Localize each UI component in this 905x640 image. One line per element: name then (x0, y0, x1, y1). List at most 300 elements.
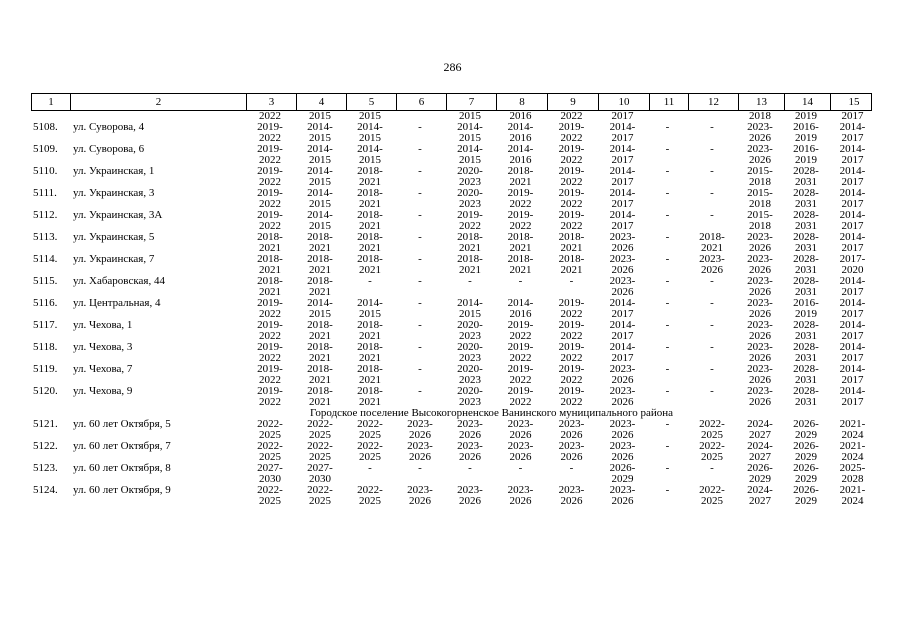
year-cell: 2017 (841, 309, 864, 320)
header-cell: 2 (70, 94, 246, 110)
year-cell: 2027- (307, 463, 333, 474)
year-cell: 2014- (307, 166, 333, 177)
address-cell (69, 375, 245, 386)
year-cell (687, 331, 737, 342)
year-cell: 2014- (507, 298, 534, 309)
row-number: 5115. (33, 276, 58, 287)
address-cell: ул. Центральная, 4 (73, 298, 161, 309)
year-cell: 2026- (747, 463, 773, 474)
year-cell: 2018 (749, 111, 771, 122)
year-cell: 2017 (611, 177, 634, 188)
table-row (31, 166, 872, 177)
year-cell: 2023- (407, 485, 433, 496)
year-cell: 2021 (359, 199, 381, 210)
year-cell: 2022 (259, 221, 281, 232)
address-cell: ул. 60 лет Октября, 9 (73, 485, 171, 496)
address-cell: ул. Украинская, 3 (73, 188, 155, 199)
year-cell (648, 199, 687, 210)
year-cell: 2023- (609, 419, 636, 430)
year-cell: 2020- (457, 386, 483, 397)
table-row (31, 463, 872, 474)
year-cell: 2023- (457, 441, 483, 452)
year-cell: 2024 (841, 452, 864, 463)
year-cell: 2021 (560, 265, 583, 276)
year-cell: 2015 (309, 133, 331, 144)
year-cell: 2015 (459, 111, 481, 122)
year-cell (687, 221, 737, 232)
year-cell: 2019- (257, 122, 283, 133)
year-cell: 2021 (560, 243, 583, 254)
year-cell: 2015 (309, 111, 331, 122)
address-cell: ул. Чехова, 9 (73, 386, 133, 397)
year-cell: 2026 (749, 331, 771, 342)
year-cell: 2023- (558, 441, 585, 452)
row-number (31, 221, 69, 232)
year-cell: - (418, 276, 422, 287)
year-cell: 2022 (560, 133, 583, 144)
year-cell: 2015 (309, 177, 331, 188)
year-cell (648, 452, 687, 463)
year-cell: 2019- (257, 188, 283, 199)
row-number: 5111. (33, 188, 57, 199)
table-row (31, 265, 872, 276)
year-cell: - (710, 210, 714, 221)
year-cell: 2030 (309, 474, 331, 485)
year-cell: 2017 (841, 155, 864, 166)
year-cell: 2019- (257, 210, 283, 221)
year-cell: 2022- (699, 485, 725, 496)
row-number: 5110. (33, 166, 58, 177)
year-cell: 2029 (795, 452, 817, 463)
year-cell (687, 474, 737, 485)
year-cell: 2022 (509, 331, 532, 342)
year-cell: 2022 (259, 331, 281, 342)
year-cell: 2025 (309, 452, 331, 463)
year-cell: 2022 (259, 309, 281, 320)
year-cell: 2028- (793, 232, 819, 243)
row-number (31, 331, 69, 342)
year-cell: 2026 (509, 496, 532, 507)
year-cell: 2026 (409, 430, 431, 441)
address-cell (69, 452, 245, 463)
year-cell: 2014- (357, 122, 383, 133)
year-cell: 2031 (795, 331, 817, 342)
year-cell: 2021 (309, 243, 331, 254)
year-cell (345, 474, 395, 485)
row-number (31, 474, 69, 485)
year-cell: 2021 (309, 375, 331, 386)
year-cell: 2021 (459, 243, 481, 254)
year-cell: 2018- (307, 364, 333, 375)
year-cell: 2014- (609, 122, 636, 133)
year-cell: - (710, 364, 714, 375)
row-number (31, 111, 69, 122)
year-cell: 2015- (747, 210, 773, 221)
year-cell (395, 353, 445, 364)
year-cell: - (418, 122, 422, 133)
year-cell: 2026 (509, 430, 532, 441)
year-cell: 2025 (359, 496, 381, 507)
year-cell: 2023- (558, 419, 585, 430)
year-cell: 2022 (560, 199, 583, 210)
header-cell: 14 (784, 94, 830, 110)
year-cell: 2016 (509, 111, 532, 122)
year-cell: 2014- (609, 320, 636, 331)
year-cell: 2019- (558, 144, 585, 155)
year-cell (395, 331, 445, 342)
year-cell: 2014- (457, 122, 483, 133)
year-cell: 2014- (839, 386, 866, 397)
year-cell: - (665, 463, 670, 474)
year-cell (648, 155, 687, 166)
year-cell: 2021 (359, 331, 381, 342)
header-cell: 5 (346, 94, 396, 110)
year-cell: 2018- (558, 254, 585, 265)
year-cell: 2021 (259, 287, 281, 298)
year-cell: 2018- (357, 166, 383, 177)
year-cell: 2023- (747, 386, 773, 397)
year-cell: 2026 (560, 452, 583, 463)
year-cell: 2014- (507, 144, 534, 155)
year-cell: 2021 (359, 265, 381, 276)
year-cell: 2014- (839, 342, 866, 353)
year-cell: 2021 (309, 353, 331, 364)
row-number: 5123. (33, 463, 58, 474)
address-cell: ул. Чехова, 7 (73, 364, 133, 375)
table-row (31, 155, 872, 166)
year-cell (395, 199, 445, 210)
year-cell: 2014- (307, 144, 333, 155)
header-cell: 11 (649, 94, 688, 110)
year-cell: 2022 (509, 353, 532, 364)
year-cell: - (665, 166, 670, 177)
year-cell: 2022- (307, 419, 333, 430)
year-cell: 2014- (609, 342, 636, 353)
table-row (31, 452, 872, 463)
year-cell: 2016- (793, 122, 819, 133)
year-cell: 2023- (699, 254, 725, 265)
year-cell: 2022- (257, 419, 283, 430)
year-cell: - (418, 166, 422, 177)
year-cell: 2025 (309, 430, 331, 441)
year-cell: 2022- (357, 441, 383, 452)
year-cell: - (710, 122, 714, 133)
year-cell (648, 375, 687, 386)
year-cell: 2026- (793, 463, 819, 474)
year-cell: 2026 (409, 496, 431, 507)
year-cell: 2023 (459, 177, 481, 188)
year-cell: - (710, 386, 714, 397)
year-cell: 2023- (747, 320, 773, 331)
year-cell: 2022 (259, 111, 281, 122)
year-cell: 2031 (795, 177, 817, 188)
year-cell: 2028- (793, 188, 819, 199)
year-cell: 2029 (795, 474, 817, 485)
year-cell: 2017 (611, 309, 634, 320)
year-cell: 2028- (793, 276, 819, 287)
year-cell: 2023- (609, 232, 636, 243)
year-cell: - (468, 463, 472, 474)
year-cell: 2018- (457, 232, 483, 243)
year-cell: 2018- (357, 364, 383, 375)
year-cell: 2023- (747, 342, 773, 353)
year-cell: 2018- (257, 276, 283, 287)
year-cell: 2031 (795, 199, 817, 210)
header-cell: 6 (396, 94, 446, 110)
year-cell: 2015 (359, 133, 381, 144)
year-cell: - (418, 188, 422, 199)
year-cell: 2021 (701, 243, 723, 254)
year-cell: 2021 (309, 397, 331, 408)
year-cell: - (418, 144, 422, 155)
year-cell (648, 111, 687, 122)
header-cell: 10 (598, 94, 649, 110)
year-cell: 2022 (509, 375, 532, 386)
year-cell: 2020- (457, 188, 483, 199)
address-cell (69, 309, 245, 320)
year-cell (395, 155, 445, 166)
row-number: 5116. (33, 298, 58, 309)
year-cell (395, 287, 445, 298)
year-cell: 2014- (839, 166, 866, 177)
year-cell: 2026 (459, 430, 481, 441)
year-cell: 2018- (307, 386, 333, 397)
year-cell: 2023- (747, 298, 773, 309)
row-number (31, 177, 69, 188)
year-cell: 2027 (749, 430, 771, 441)
year-cell: 2019- (257, 364, 283, 375)
year-cell: 2023- (558, 485, 585, 496)
year-cell: 2021 (259, 243, 281, 254)
year-cell: 2019- (558, 166, 585, 177)
year-cell: 2025 (701, 452, 723, 463)
year-cell: 2022 (259, 375, 281, 386)
header-cell: 3 (246, 94, 296, 110)
address-cell: ул. 60 лет Октября, 5 (73, 419, 171, 430)
year-cell: 2017 (841, 397, 864, 408)
year-cell: 2017 (611, 353, 634, 364)
year-cell: 2019- (507, 210, 534, 221)
year-cell: 2017 (611, 331, 634, 342)
year-cell (395, 265, 445, 276)
year-cell: 2023- (747, 364, 773, 375)
table-row (31, 122, 872, 133)
header-cell: 13 (738, 94, 784, 110)
year-cell: 2027 (749, 452, 771, 463)
table-row (31, 309, 872, 320)
year-cell: 2022 (509, 199, 532, 210)
year-cell (395, 243, 445, 254)
address-cell (69, 496, 245, 507)
address-cell: ул. 60 лет Октября, 7 (73, 441, 171, 452)
year-cell: 2014- (307, 122, 333, 133)
year-cell: 2019 (795, 111, 817, 122)
header-cell: 9 (547, 94, 598, 110)
address-cell (69, 111, 245, 122)
year-cell: 2017 (611, 155, 634, 166)
year-cell: 2025 (259, 430, 281, 441)
year-cell: 2019- (257, 320, 283, 331)
year-cell: 2021- (839, 441, 866, 452)
year-cell: 2022- (699, 441, 725, 452)
table-row (31, 221, 872, 232)
year-cell: 2026 (611, 287, 634, 298)
year-cell (395, 177, 445, 188)
year-cell: 2021 (459, 265, 481, 276)
address-cell: ул. 60 лет Октября, 8 (73, 463, 171, 474)
year-cell: 2014- (457, 298, 483, 309)
year-cell: 2023- (609, 364, 636, 375)
address-cell (69, 177, 245, 188)
table-row (31, 188, 872, 199)
year-cell: 2018 (749, 199, 771, 210)
year-cell: 2023- (747, 276, 773, 287)
year-cell (345, 287, 395, 298)
year-cell: 2026 (749, 353, 771, 364)
year-cell: 2031 (795, 221, 817, 232)
table-row (31, 232, 872, 243)
row-number (31, 496, 69, 507)
table-row (31, 254, 872, 265)
year-cell (648, 430, 687, 441)
year-cell (648, 265, 687, 276)
year-cell: 2023- (407, 441, 433, 452)
year-cell: 2025 (359, 452, 381, 463)
year-cell: 2019- (507, 188, 534, 199)
year-cell (445, 287, 495, 298)
year-cell: 2022 (560, 331, 583, 342)
row-number (31, 287, 69, 298)
year-cell: 2026 (611, 430, 634, 441)
year-cell: 2021 (509, 177, 532, 188)
year-cell: 2023- (747, 144, 773, 155)
year-cell: - (665, 188, 670, 199)
year-cell: 2019- (558, 298, 585, 309)
year-cell: 2018- (558, 232, 585, 243)
year-cell (495, 474, 546, 485)
year-cell (648, 309, 687, 320)
year-cell: 2018- (457, 254, 483, 265)
year-cell: 2015 (359, 111, 381, 122)
year-cell: 2019- (558, 122, 585, 133)
year-cell: 2016 (509, 155, 532, 166)
year-cell: 2019- (507, 320, 534, 331)
year-cell: 2014- (839, 122, 866, 133)
year-cell (687, 133, 737, 144)
address-cell: ул. Украинская, 7 (73, 254, 155, 265)
year-cell: 2017 (611, 111, 634, 122)
year-cell: 2031 (795, 243, 817, 254)
year-cell: 2020- (457, 166, 483, 177)
year-cell: 2023 (459, 375, 481, 386)
year-cell: 2022 (509, 221, 532, 232)
year-cell: 2017 (611, 133, 634, 144)
year-cell: 2023- (747, 232, 773, 243)
year-cell: 2014- (609, 298, 636, 309)
year-cell: 2021 (359, 375, 381, 386)
year-cell: 2017 (841, 133, 864, 144)
year-cell: 2017 (841, 375, 864, 386)
year-cell: - (665, 232, 670, 243)
year-cell: 2022- (307, 485, 333, 496)
year-cell: - (710, 276, 714, 287)
year-cell: 2014- (839, 364, 866, 375)
year-cell: 2014- (839, 232, 866, 243)
year-cell: 2018- (307, 276, 333, 287)
year-cell (687, 199, 737, 210)
year-cell (395, 309, 445, 320)
year-cell: 2028 (841, 474, 864, 485)
year-cell: - (665, 364, 670, 375)
year-cell: 2031 (795, 397, 817, 408)
year-cell: 2019- (507, 386, 534, 397)
year-cell: 2018- (307, 254, 333, 265)
year-cell: 2022 (560, 155, 583, 166)
address-cell: ул. Суворова, 4 (73, 122, 145, 133)
year-cell: 2022 (560, 177, 583, 188)
year-cell: 2015- (747, 188, 773, 199)
table-row (31, 419, 872, 430)
header-cell: 1 (48, 96, 54, 108)
year-cell (395, 111, 445, 122)
table-row (31, 441, 872, 452)
year-cell: - (665, 254, 670, 265)
year-cell: 2018 (749, 221, 771, 232)
year-cell: 2026 (749, 375, 771, 386)
year-cell: 2021- (839, 419, 866, 430)
year-cell (395, 375, 445, 386)
year-cell: 2026 (459, 496, 481, 507)
year-cell: 2017 (841, 199, 864, 210)
year-cell: 2022 (560, 221, 583, 232)
year-cell: 2014- (357, 144, 383, 155)
year-cell: - (665, 298, 670, 309)
year-cell: 2014- (839, 276, 866, 287)
year-cell (687, 111, 737, 122)
table-row (31, 430, 872, 441)
year-cell: 2018- (357, 386, 383, 397)
year-cell (648, 287, 687, 298)
address-cell (69, 287, 245, 298)
year-cell: 2022- (357, 419, 383, 430)
year-cell: 2018- (357, 342, 383, 353)
year-cell: 2022 (560, 397, 583, 408)
row-number (31, 309, 69, 320)
year-cell: 2022 (259, 353, 281, 364)
year-cell: - (665, 386, 670, 397)
year-cell: 2020- (457, 342, 483, 353)
year-cell: - (665, 210, 670, 221)
address-cell (69, 199, 245, 210)
year-cell: 2024- (747, 441, 773, 452)
year-cell: 2023- (507, 485, 534, 496)
year-cell: 2017 (841, 331, 864, 342)
year-cell: - (665, 342, 670, 353)
schedule-table (31, 93, 872, 507)
year-cell: 2024 (841, 430, 864, 441)
table-row (31, 496, 872, 507)
year-cell: - (418, 298, 422, 309)
year-cell: 2014- (307, 298, 333, 309)
year-cell: 2019 (795, 309, 817, 320)
table-body-part-2 (31, 419, 872, 507)
table-row (31, 144, 872, 155)
year-cell: 2022 (560, 375, 583, 386)
year-cell: 2019- (257, 342, 283, 353)
year-cell: 2022- (257, 441, 283, 452)
table-row (31, 485, 872, 496)
year-cell: - (468, 276, 472, 287)
